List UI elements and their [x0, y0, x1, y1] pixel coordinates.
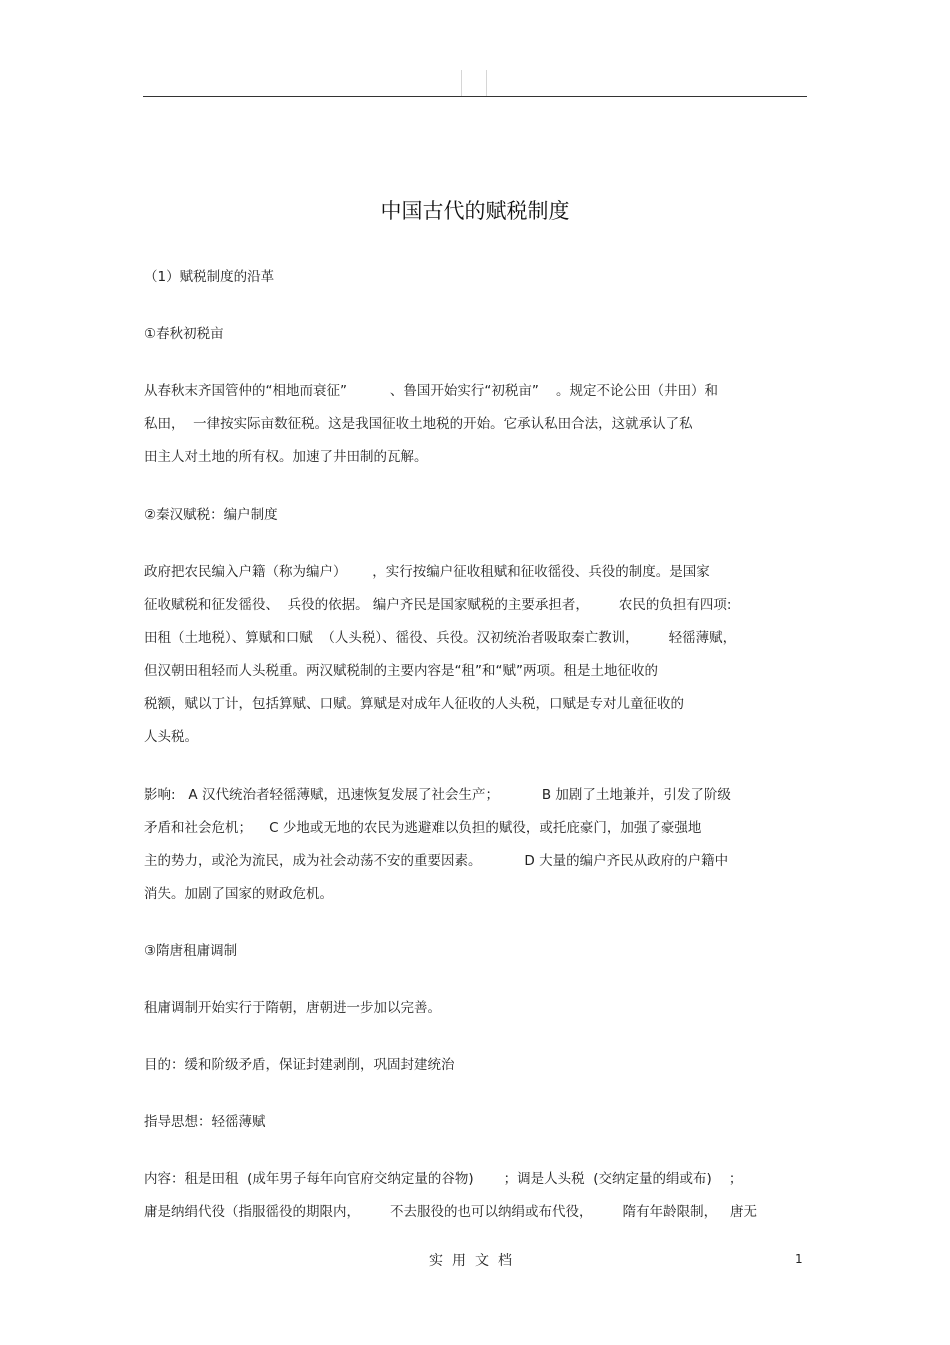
paragraph-line: 指导思想：轻徭薄赋 — [144, 1114, 266, 1130]
paragraph-line: 人头税。 — [144, 729, 198, 745]
paragraph-line: 田租（土地税）、算赋和口赋 （人头税）、徭役、兵役。汉初统治者吸取秦亡教训， 轻徭薄赋， — [144, 630, 737, 646]
document-title: 中国古代的赋税制度 — [380, 199, 570, 223]
paragraph-line: 目的：缓和阶级矛盾，保证封建剥削，巩固封建统治 — [144, 1057, 455, 1073]
header-tick-right — [486, 70, 487, 96]
header-tick-left — [461, 70, 462, 96]
paragraph-line: 消失。加剧了国家的财政危机。 — [144, 886, 333, 902]
paragraph-line: 内容：租是田租 (成年男子每年向官府交纳定量的谷物) ；调是人头税 (交纳定量的绢或布) ； — [144, 1171, 743, 1187]
footer-label: 实用文档 — [429, 1253, 521, 1269]
paragraph-line: 影响: A 汉代统治者轻徭薄赋，迅速恢复发展了社会生产； B 加剧了土地兼并，引发了阶级 — [144, 787, 731, 803]
paragraph-line: 征收赋税和征发徭役、 兵役的依据。 编户齐民是国家赋税的主要承担者， 农民的负担有四项: — [144, 597, 732, 613]
paragraph-line: 政府把农民编入户籍（称为编户） ，实行按编户征收租赋和征收徭役、兵役的制度。是国家 — [144, 564, 710, 580]
paragraph-line: 主的势力，或沦为流民，成为社会动荡不安的重要因素。 D 大量的编户齐民从政府的户籍中 — [144, 853, 729, 869]
page-number: 1 — [795, 1252, 803, 1266]
subsection-heading: ①春秋初税亩 — [144, 326, 224, 342]
paragraph-line: 税额，赋以丁计，包括算赋、口赋。算赋是对成年人征收的人头税，口赋是专对儿童征收的 — [144, 696, 684, 712]
paragraph-line: 租庸调制开始实行于隋朝，唐朝进一步加以完善。 — [144, 1000, 441, 1016]
subsection-heading: ③隋唐租庸调制 — [144, 943, 238, 959]
subsection-heading: ②秦汉赋税：编户制度 — [144, 507, 278, 523]
paragraph-line: 田主人对土地的所有权。加速了井田制的瓦解。 — [144, 449, 428, 465]
header-rule — [143, 96, 807, 97]
paragraph-line: 但汉朝田租轻而人头税重。两汉赋税制的主要内容是“租”和“赋”两项。租是土地征收的 — [144, 663, 658, 679]
paragraph-line: 矛盾和社会危机； C 少地或无地的农民为逃避难以负担的赋役，或托庇豪门，加强了豪强地 — [144, 820, 702, 836]
paragraph-line: 庸是纳绢代役（指服徭役的期限内， 不去服役的也可以纳绢或布代役， 隋有年龄限制， 唐无 — [144, 1204, 757, 1220]
section-heading: （1）赋税制度的沿革 — [144, 269, 275, 285]
paragraph-line: 从春秋末齐国管仲的“相地而衰征” 、鲁国开始实行“初税亩” 。规定不论公田（井田）和 — [144, 383, 719, 399]
paragraph-line: 私田， 一律按实际亩数征税。这是我国征收土地税的开始。它承认私田合法，这就承认了私 — [144, 416, 693, 432]
